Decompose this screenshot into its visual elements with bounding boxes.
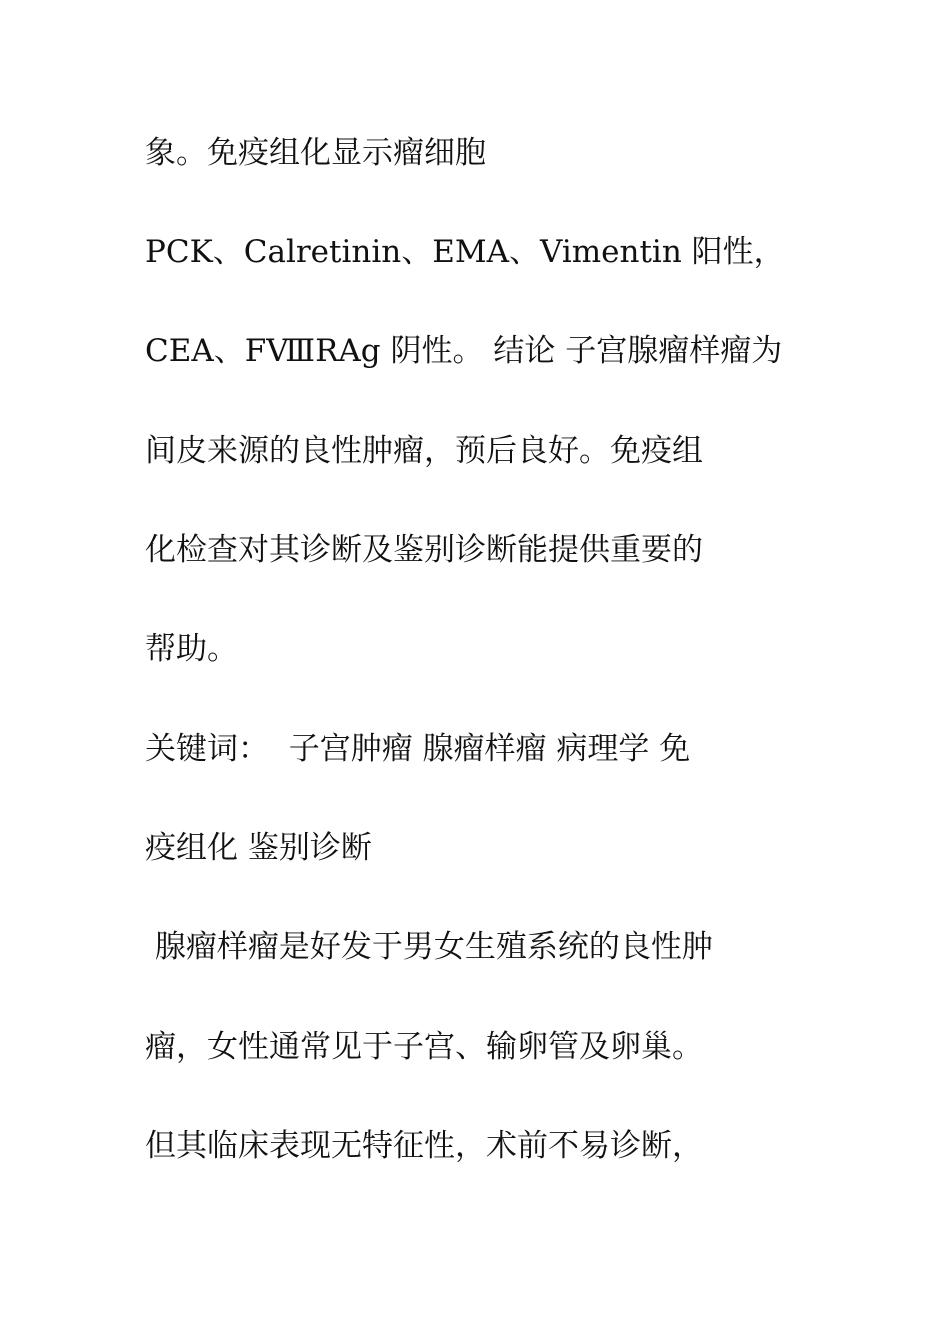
text-line: 象。免疫组化显示瘤细胞 <box>145 135 486 171</box>
text-line: 间皮来源的良性肿瘤，预后良好。免疫组 <box>145 433 703 469</box>
keywords-line: 关键词： 子宫肿瘤 腺瘤样瘤 病理学 免 <box>145 731 691 767</box>
text-line: PCK、Calretinin、EMA、Vimentin 阳性， <box>145 234 785 270</box>
paragraph-line: 瘤，女性通常见于子宫、输卵管及卵巢。 <box>145 1029 703 1065</box>
paragraph-line: 腺瘤样瘤是好发于男女生殖系统的良性肿 <box>145 929 713 965</box>
paragraph-line: 但其临床表现无特征性，术前不易诊断， <box>145 1128 703 1164</box>
text-line: 化检查对其诊断及鉴别诊断能提供重要的 <box>145 532 703 568</box>
text-line: CEA、FⅧRAg 阴性。 结论 子宫腺瘤样瘤为 <box>145 333 783 369</box>
keywords-line: 疫组化 鉴别诊断 <box>145 830 372 866</box>
text-line: 帮助。 <box>145 631 238 667</box>
